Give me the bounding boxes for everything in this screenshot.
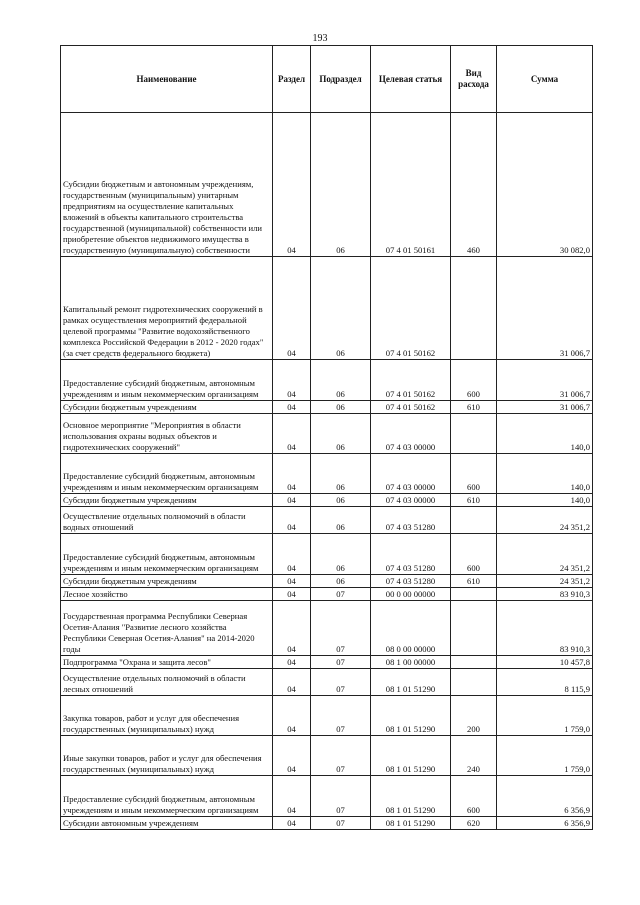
cell-razdel: 04: [273, 414, 311, 454]
cell-podrazdel: 06: [311, 401, 371, 414]
cell-summa: 31 006,7: [497, 401, 593, 414]
cell-razdel: 04: [273, 257, 311, 360]
cell-podrazdel: 06: [311, 257, 371, 360]
cell-vid: 610: [451, 401, 497, 414]
header-vid: Вид расхода: [451, 46, 497, 113]
cell-podrazdel: 07: [311, 656, 371, 669]
cell-vid: [451, 257, 497, 360]
cell-podrazdel: 06: [311, 454, 371, 494]
cell-vid: [451, 414, 497, 454]
cell-razdel: 04: [273, 534, 311, 575]
cell-vid: 610: [451, 494, 497, 507]
cell-vid: [451, 507, 497, 534]
cell-summa: 1 759,0: [497, 696, 593, 736]
cell-razdel: 04: [273, 454, 311, 494]
table-row: [61, 414, 593, 454]
cell-razdel: 04: [273, 575, 311, 588]
cell-podrazdel: 07: [311, 776, 371, 817]
cell-podrazdel: 06: [311, 414, 371, 454]
cell-razdel: 04: [273, 669, 311, 696]
cell-podrazdel: 07: [311, 601, 371, 656]
cell-statya: 07 4 03 00000: [371, 414, 451, 454]
cell-podrazdel: 07: [311, 736, 371, 776]
cell-name: Предоставление субсидий бюджетным, автономным учреждениям и иным некоммерческим организациям: [61, 776, 273, 817]
cell-podrazdel: 06: [311, 360, 371, 401]
cell-razdel: 04: [273, 360, 311, 401]
cell-statya: 08 0 00 00000: [371, 601, 451, 656]
cell-podrazdel: 07: [311, 696, 371, 736]
cell-statya: 07 4 01 50161: [371, 113, 451, 257]
cell-summa: 10 457,8: [497, 656, 593, 669]
table-row: [61, 534, 593, 575]
cell-razdel: 04: [273, 601, 311, 656]
cell-vid: 620: [451, 817, 497, 830]
cell-summa: 1 759,0: [497, 736, 593, 776]
cell-statya: 07 4 01 50162: [371, 360, 451, 401]
cell-vid: [451, 601, 497, 656]
cell-name: Осуществление отдельных полномочий в области лесных отношений: [61, 669, 273, 696]
cell-vid: [451, 588, 497, 601]
table-row: [61, 696, 593, 736]
cell-vid: 600: [451, 776, 497, 817]
cell-razdel: 04: [273, 401, 311, 414]
cell-razdel: 04: [273, 696, 311, 736]
cell-name: Закупка товаров, работ и услуг для обеспечения государственных (муниципальных) нужд: [61, 696, 273, 736]
cell-summa: 31 006,7: [497, 360, 593, 401]
cell-podrazdel: 07: [311, 669, 371, 696]
cell-summa: 30 082,0: [497, 113, 593, 257]
cell-summa: 140,0: [497, 414, 593, 454]
page-number: 193: [312, 33, 328, 44]
cell-statya: 08 1 00 00000: [371, 656, 451, 669]
cell-vid: 460: [451, 113, 497, 257]
cell-vid: 610: [451, 575, 497, 588]
cell-statya: 07 4 03 51280: [371, 534, 451, 575]
table-row: [61, 257, 593, 360]
cell-podrazdel: 06: [311, 575, 371, 588]
cell-summa: 24 351,2: [497, 534, 593, 575]
cell-summa: 83 910,3: [497, 601, 593, 656]
header-summa: Сумма: [497, 46, 593, 113]
cell-name: Субсидии бюджетным и автономным учреждениям, государственным (муниципальным) унитарным предприятиям на осуществление капитальных вложений в объекты капитального строительства государственной (муниципальной) собственности или приобретение объектов недвижимого имущества в государственную (муниципальную) собственности: [61, 113, 273, 257]
cell-podrazdel: 07: [311, 588, 371, 601]
table-row: [61, 656, 593, 669]
header-name: Наименование: [61, 46, 273, 113]
cell-summa: 31 006,7: [497, 257, 593, 360]
cell-vid: [451, 669, 497, 696]
header-statya: Целевая статья: [371, 46, 451, 113]
cell-podrazdel: 06: [311, 534, 371, 575]
cell-summa: 140,0: [497, 454, 593, 494]
table-row: [61, 454, 593, 494]
cell-podrazdel: 06: [311, 113, 371, 257]
cell-name: Основное мероприятие "Мероприятия в области использования охраны водных объектов и гидротехнических сооружений": [61, 414, 273, 454]
cell-summa: 24 351,2: [497, 575, 593, 588]
cell-podrazdel: 06: [311, 507, 371, 534]
cell-name: Предоставление субсидий бюджетным, автономным учреждениям и иным некоммерческим организациям: [61, 534, 273, 575]
cell-name: Субсидии бюджетным учреждениям: [61, 401, 273, 414]
table-row: [61, 494, 593, 507]
table-row: [61, 669, 593, 696]
cell-statya: 00 0 00 00000: [371, 588, 451, 601]
table-row: [61, 360, 593, 401]
cell-summa: 24 351,2: [497, 507, 593, 534]
cell-name: Подпрограмма "Охрана и защита лесов": [61, 656, 273, 669]
table-row: [61, 588, 593, 601]
cell-statya: 08 1 01 51290: [371, 696, 451, 736]
cell-name: Осуществление отдельных полномочий в области водных отношений: [61, 507, 273, 534]
cell-name: Предоставление субсидий бюджетным, автономным учреждениям и иным некоммерческим организациям: [61, 360, 273, 401]
cell-summa: 6 356,9: [497, 817, 593, 830]
header-podrazdel: Подраздел: [311, 46, 371, 113]
cell-summa: 6 356,9: [497, 776, 593, 817]
cell-vid: 600: [451, 360, 497, 401]
cell-name: Иные закупки товаров, работ и услуг для обеспечения государственных (муниципальных) нужд: [61, 736, 273, 776]
cell-name: Субсидии бюджетным учреждениям: [61, 575, 273, 588]
table-row: [61, 401, 593, 414]
cell-statya: 08 1 01 51290: [371, 776, 451, 817]
table-row: [61, 113, 593, 257]
cell-summa: 8 115,9: [497, 669, 593, 696]
header-razdel: Раздел: [273, 46, 311, 113]
cell-razdel: 04: [273, 113, 311, 257]
cell-vid: [451, 656, 497, 669]
cell-razdel: 04: [273, 588, 311, 601]
cell-vid: 240: [451, 736, 497, 776]
cell-razdel: 04: [273, 507, 311, 534]
cell-statya: 07 4 01 50162: [371, 257, 451, 360]
cell-name: Субсидии бюджетным учреждениям: [61, 494, 273, 507]
cell-summa: 83 910,3: [497, 588, 593, 601]
cell-statya: 07 4 03 00000: [371, 494, 451, 507]
cell-statya: 08 1 01 51290: [371, 669, 451, 696]
cell-statya: 07 4 03 51280: [371, 507, 451, 534]
cell-statya: 08 1 01 51290: [371, 736, 451, 776]
cell-name: Капитальный ремонт гидротехнических сооружений в рамках осуществления мероприятий федеральной целевой программы "Развитие водохозяйственного комплекса Российской Федерации в 2012 - 2020 годах" (за счет средств федерального бюджета): [61, 257, 273, 360]
cell-podrazdel: 07: [311, 817, 371, 830]
budget-table: [60, 45, 593, 830]
cell-razdel: 04: [273, 494, 311, 507]
table-row: [61, 776, 593, 817]
cell-statya: 07 4 03 00000: [371, 454, 451, 494]
table-row: [61, 736, 593, 776]
cell-statya: 08 1 01 51290: [371, 817, 451, 830]
table-header-row: [61, 46, 593, 113]
table-row: [61, 575, 593, 588]
cell-razdel: 04: [273, 736, 311, 776]
cell-name: Предоставление субсидий бюджетным, автономным учреждениям и иным некоммерческим организациям: [61, 454, 273, 494]
table-row: [61, 507, 593, 534]
cell-razdel: 04: [273, 656, 311, 669]
table-row: [61, 817, 593, 830]
cell-name: Лесное хозяйство: [61, 588, 273, 601]
cell-name: Субсидии автономным учреждениям: [61, 817, 273, 830]
cell-statya: 07 4 01 50162: [371, 401, 451, 414]
cell-statya: 07 4 03 51280: [371, 575, 451, 588]
cell-razdel: 04: [273, 776, 311, 817]
cell-podrazdel: 06: [311, 494, 371, 507]
cell-summa: 140,0: [497, 494, 593, 507]
cell-razdel: 04: [273, 817, 311, 830]
cell-vid: 600: [451, 534, 497, 575]
cell-name: Государственная программа Республики Северная Осетия-Алания "Развитие лесного хозяйства Республики Северная Осетия-Алания" на 2014-2020 годы: [61, 601, 273, 656]
cell-vid: 200: [451, 696, 497, 736]
table-row: [61, 601, 593, 656]
cell-vid: 600: [451, 454, 497, 494]
